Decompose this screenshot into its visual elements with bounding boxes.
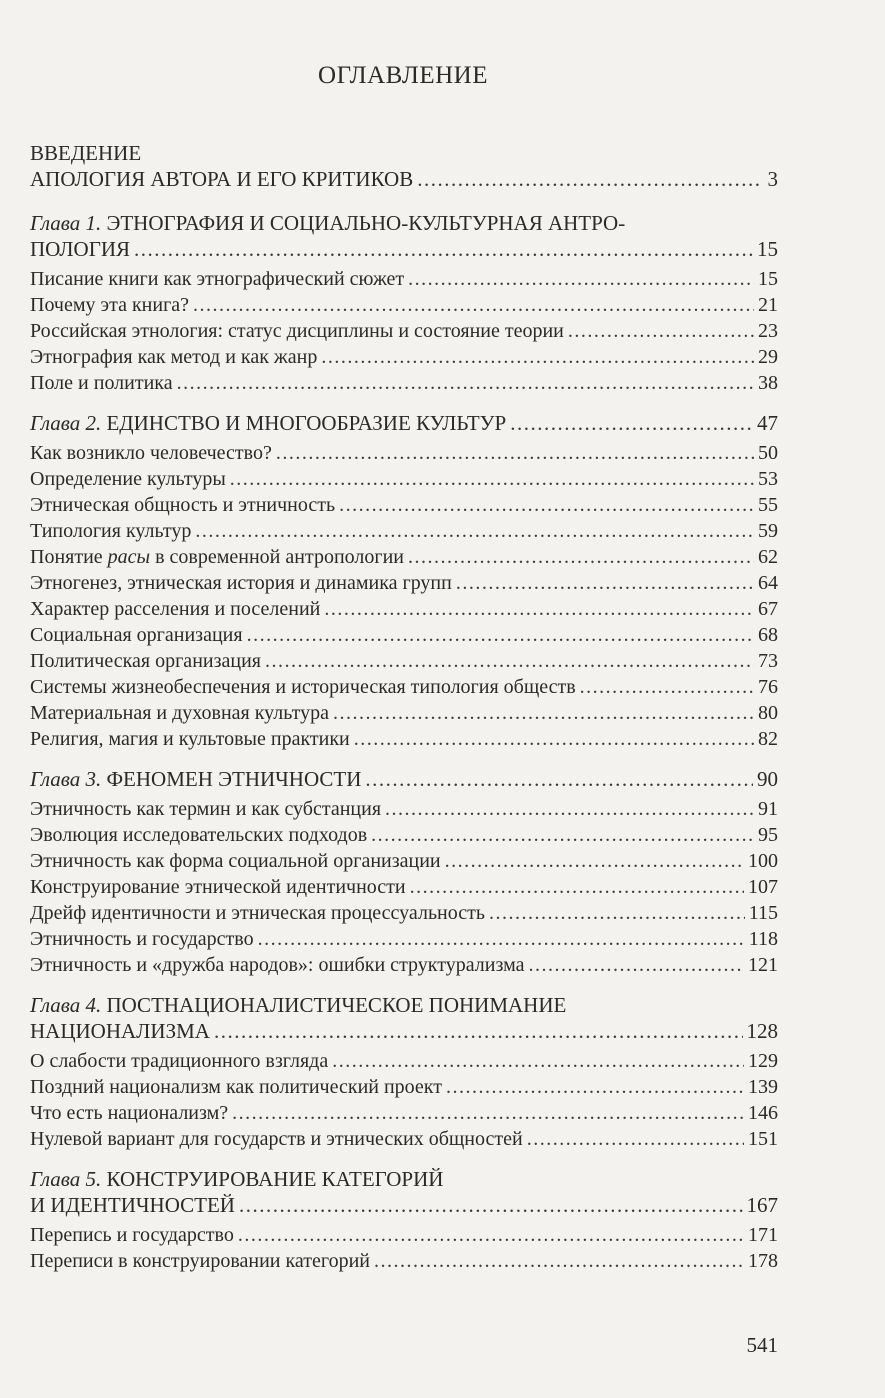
page-number: 73 bbox=[758, 650, 778, 672]
toc-section-row[interactable] bbox=[30, 900, 778, 926]
dot-leader bbox=[446, 1074, 744, 1100]
dot-leader bbox=[410, 874, 744, 900]
toc-section-row[interactable] bbox=[30, 1100, 778, 1126]
page-number: 91 bbox=[758, 798, 778, 820]
page-number: 146 bbox=[748, 1102, 778, 1124]
page-number: 178 bbox=[748, 1250, 778, 1272]
chapter-5-heading[interactable] bbox=[30, 1166, 778, 1192]
section-title-part: Понятие bbox=[30, 546, 108, 568]
chapter-2-entry[interactable] bbox=[30, 410, 778, 436]
dot-leader bbox=[568, 318, 754, 344]
section-title: О слабости традиционного взгляда bbox=[30, 1050, 329, 1072]
toc-section-row[interactable] bbox=[30, 318, 778, 344]
dot-leader bbox=[527, 1126, 744, 1152]
page-number: 53 bbox=[758, 468, 778, 490]
dot-leader bbox=[239, 1192, 743, 1218]
page-folio-number: 541 bbox=[746, 1333, 778, 1357]
page-number: 68 bbox=[758, 624, 778, 646]
chapter-4-heading[interactable] bbox=[30, 992, 778, 1018]
toc-section-row[interactable] bbox=[30, 1048, 778, 1074]
dot-leader bbox=[408, 266, 754, 292]
section-title: Этногенез, этническая история и динамика групп bbox=[30, 572, 452, 594]
section-title: Российская этнология: статус дисциплины и состояние теории bbox=[30, 320, 564, 342]
section-title: Писание книги как этнографический сюжет bbox=[30, 268, 405, 290]
chapter-3-entry[interactable] bbox=[30, 766, 778, 792]
section-title: Характер расселения и поселений bbox=[30, 598, 321, 620]
page-number: 29 bbox=[758, 346, 778, 368]
section-title: Этнография как метод и как жанр bbox=[30, 346, 318, 368]
chapter-title: КОНСТРУИРОВАНИЕ КАТЕГОРИЙ bbox=[106, 1167, 444, 1191]
toc-section-row[interactable] bbox=[30, 570, 778, 596]
toc-section-row[interactable] bbox=[30, 518, 778, 544]
section-title: Поздний национализм как политический проект bbox=[30, 1076, 442, 1098]
page-number: 118 bbox=[748, 928, 778, 950]
dot-leader bbox=[247, 622, 754, 648]
toc-section-row[interactable] bbox=[30, 952, 778, 978]
dot-leader bbox=[445, 848, 744, 874]
page-number: 15 bbox=[757, 237, 778, 261]
dot-leader bbox=[324, 596, 754, 622]
page-number: 55 bbox=[758, 494, 778, 516]
section-title: Эволюция исследовательских подходов bbox=[30, 824, 368, 846]
section-title: Что есть национализм? bbox=[30, 1102, 229, 1124]
page-number: 100 bbox=[748, 850, 778, 872]
chapter-title: ПОСТНАЦИОНАЛИСТИЧЕСКОЕ ПОНИМАНИЕ bbox=[106, 993, 567, 1017]
section-title: Перепись и государство bbox=[30, 1224, 234, 1246]
page-number: 62 bbox=[758, 546, 778, 568]
section-title: Переписи в конструировании категорий bbox=[30, 1250, 370, 1272]
chapter-1-entry[interactable] bbox=[30, 236, 778, 262]
section-title: Системы жизнеобеспечения и историческая типология обществ bbox=[30, 676, 576, 698]
table-of-contents bbox=[30, 140, 778, 1274]
dot-leader bbox=[276, 440, 754, 466]
page-number: 64 bbox=[758, 572, 778, 594]
page-number: 15 bbox=[758, 268, 778, 290]
toc-section-row[interactable] bbox=[30, 726, 778, 752]
toc-section-row[interactable] bbox=[30, 1248, 778, 1274]
page-number: 47 bbox=[757, 411, 778, 435]
section-title: Политическая организация bbox=[30, 650, 261, 672]
section-title-emphasis: расы bbox=[107, 546, 151, 568]
toc-section-row[interactable] bbox=[30, 1222, 778, 1248]
page-number: 151 bbox=[748, 1128, 778, 1150]
toc-section-row[interactable] bbox=[30, 648, 778, 674]
toc-section-row[interactable] bbox=[30, 370, 778, 396]
page-number: 82 bbox=[758, 728, 778, 750]
dot-leader bbox=[214, 1018, 743, 1044]
toc-section-row[interactable] bbox=[30, 1074, 778, 1100]
page-number: 3 bbox=[767, 167, 778, 191]
page-number: 38 bbox=[758, 372, 778, 394]
dot-leader bbox=[232, 1100, 744, 1126]
page-number: 139 bbox=[748, 1076, 778, 1098]
dot-leader bbox=[385, 796, 754, 822]
page-number: 107 bbox=[748, 876, 778, 898]
dot-leader bbox=[333, 700, 754, 726]
toc-section-row[interactable] bbox=[30, 926, 778, 952]
dot-leader bbox=[339, 492, 754, 518]
section-title: Типология культур bbox=[30, 520, 192, 542]
dot-leader bbox=[374, 1248, 744, 1274]
page-number: 21 bbox=[758, 294, 778, 316]
section-title: Социальная организация bbox=[30, 624, 243, 646]
page-number: 171 bbox=[748, 1224, 778, 1246]
section-title: Поле и политика bbox=[30, 372, 173, 394]
toc-section-row[interactable] bbox=[30, 822, 778, 848]
dot-leader bbox=[238, 1222, 744, 1248]
chapter-title-continued: ПОЛОГИЯ bbox=[30, 237, 131, 261]
intro-entry[interactable] bbox=[30, 166, 778, 192]
chapter-title: ЕДИНСТВО И МНОГООБРАЗИЕ КУЛЬТУР bbox=[106, 411, 507, 435]
page-number: 128 bbox=[746, 1019, 778, 1043]
toc-section-row[interactable] bbox=[30, 874, 778, 900]
dot-leader bbox=[354, 726, 754, 752]
page-number: 59 bbox=[758, 520, 778, 542]
dot-leader bbox=[371, 822, 754, 848]
chapter-label: Глава 1. bbox=[30, 211, 102, 235]
toc-section-row[interactable] bbox=[30, 492, 778, 518]
toc-section-row[interactable] bbox=[30, 700, 778, 726]
section-title: Дрейф идентичности и этническая процессуальность bbox=[30, 902, 485, 924]
toc-section-row[interactable] bbox=[30, 344, 778, 370]
section-title: Нулевой вариант для государств и этнических общностей bbox=[30, 1128, 523, 1150]
toc-section-row[interactable] bbox=[30, 596, 778, 622]
page-number: 50 bbox=[758, 442, 778, 464]
section-title: Как возникло человечество? bbox=[30, 442, 272, 464]
dot-leader bbox=[258, 926, 745, 952]
chapter-label: Глава 2. bbox=[30, 411, 102, 435]
chapter-title: ЭТНОГРАФИЯ И СОЦИАЛЬНО-КУЛЬТУРНАЯ АНТРО- bbox=[106, 211, 626, 235]
page-number: 115 bbox=[748, 902, 778, 924]
section-title: Этничность и «дружба народов»: ошибки структурализма bbox=[30, 954, 525, 976]
section-title: Этническая общность и этничность bbox=[30, 494, 336, 516]
dot-leader bbox=[193, 292, 754, 318]
intro-title: АПОЛОГИЯ АВТОРА И ЕГО КРИТИКОВ bbox=[30, 167, 414, 191]
dot-leader bbox=[580, 674, 754, 700]
chapter-label: Глава 4. bbox=[30, 993, 102, 1017]
dot-leader bbox=[177, 370, 754, 396]
page-number: 80 bbox=[758, 702, 778, 724]
toc-section-row[interactable] bbox=[30, 848, 778, 874]
section-title: Этничность и государство bbox=[30, 928, 254, 950]
toc-section-row[interactable] bbox=[30, 440, 778, 466]
chapter-1-heading[interactable] bbox=[30, 210, 778, 236]
dot-leader bbox=[230, 466, 754, 492]
section-title: Конструирование этнической идентичности bbox=[30, 876, 406, 898]
chapter-5-entry[interactable] bbox=[30, 1192, 778, 1218]
toc-section-row[interactable] bbox=[30, 1126, 778, 1152]
toc-section-row[interactable] bbox=[30, 266, 778, 292]
dot-leader bbox=[510, 410, 753, 436]
dot-leader bbox=[365, 766, 753, 792]
dot-leader bbox=[489, 900, 745, 926]
chapter-label: Глава 5. bbox=[30, 1167, 102, 1191]
dot-leader bbox=[408, 544, 754, 570]
dot-leader bbox=[195, 518, 754, 544]
chapter-title-continued: И ИДЕНТИЧНОСТЕЙ bbox=[30, 1193, 235, 1217]
chapter-4-entry[interactable] bbox=[30, 1018, 778, 1044]
chapter-title: ФЕНОМЕН ЭТНИЧНОСТИ bbox=[106, 767, 362, 791]
dot-leader bbox=[265, 648, 754, 674]
page-number: 95 bbox=[758, 824, 778, 846]
toc-section-row[interactable] bbox=[30, 674, 778, 700]
section-title: Определение культуры bbox=[30, 468, 226, 490]
section-title: Почему эта книга? bbox=[30, 294, 190, 316]
section-title-part: в современной антропологии bbox=[150, 546, 404, 568]
toc-section-row[interactable] bbox=[30, 544, 778, 570]
dot-leader bbox=[321, 344, 754, 370]
dot-leader bbox=[417, 166, 763, 192]
page-number: 67 bbox=[758, 598, 778, 620]
page-number: 167 bbox=[746, 1193, 778, 1217]
dot-leader bbox=[134, 236, 753, 262]
dot-leader bbox=[456, 570, 754, 596]
section-title: Этничность как форма социальной организации bbox=[30, 850, 441, 872]
dot-leader bbox=[528, 952, 744, 978]
chapter-label: Глава 3. bbox=[30, 767, 102, 791]
page-number: 76 bbox=[758, 676, 778, 698]
section-title: Этничность как термин и как субстанция bbox=[30, 798, 382, 820]
chapter-title-continued: НАЦИОНАЛИЗМА bbox=[30, 1019, 210, 1043]
toc-section-row[interactable] bbox=[30, 622, 778, 648]
page-number: 23 bbox=[758, 320, 778, 342]
page-title: ОГЛАВЛЕНИЕ bbox=[318, 62, 488, 89]
intro-heading: ВВЕДЕНИЕ bbox=[30, 141, 142, 165]
toc-section-row[interactable] bbox=[30, 796, 778, 822]
page-number: 90 bbox=[757, 767, 778, 791]
page-number: 121 bbox=[748, 954, 778, 976]
section-title: Материальная и духовная культура bbox=[30, 702, 329, 724]
toc-section-row[interactable] bbox=[30, 292, 778, 318]
toc-section-row[interactable] bbox=[30, 466, 778, 492]
section-title bbox=[30, 544, 404, 570]
page-number: 129 bbox=[748, 1050, 778, 1072]
section-title: Религия, магия и культовые практики bbox=[30, 728, 350, 750]
dot-leader bbox=[332, 1048, 744, 1074]
